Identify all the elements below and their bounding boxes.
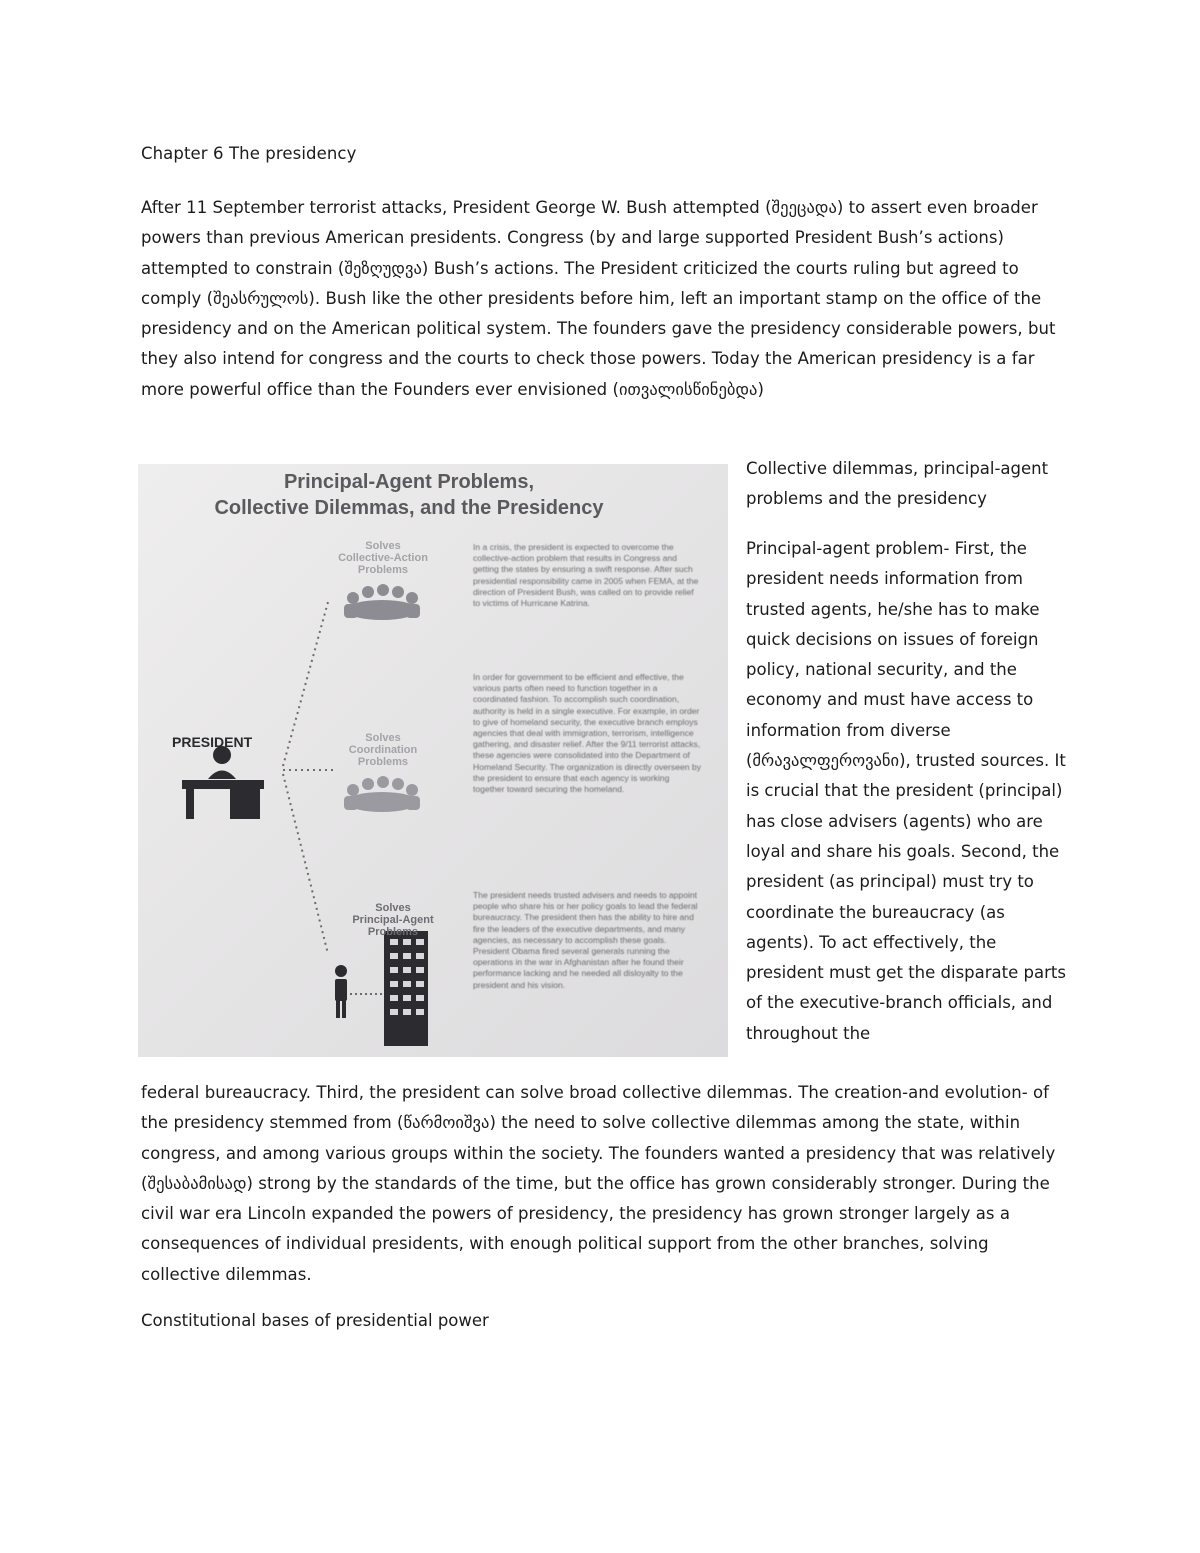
stage-3-label: Solves Principal-Agent Problems: [352, 902, 434, 938]
principal-agent-figure: [138, 464, 728, 1057]
president-label: PRESIDENT: [172, 734, 253, 750]
side-body: Principal-agent problem- First, the president needs information from trusted agents, he/she has to make quick decisions on issues of foreign policy, national security, and the economy and must have access to information from diverse (მრავალფეროვანი), trusted sources. It is crucial that the president (principal) has close advisers (agents) who are loyal and share his goals. Second, the president (as principal) must try to coordinate the bureaucracy (as agents). To act effectively, the president must get the disparate parts of the executive-branch officials, and throughout the: [746, 539, 1066, 1043]
stage-2-description: In order for government to be efficient and effective, the various parts often need to function together in a coordinated fashion. To accomplish such coordination, authority is held in a single executive. For example, in order to give of homeland security, the executive branch employs agencies that deal with immigration, terrorism, intelligence gathering, and disaster relief. After the 9/11 terrorist attacks, these agencies were consolidated into the Department of Homeland Security. The organization is directly overseen by the president to ensure that each agency is working together toward securing the homeland.: [473, 672, 702, 795]
agent-building-icon: [335, 931, 428, 1046]
figure-title-line-1: Principal-Agent Problems,: [283, 471, 535, 493]
stage-1-label: Solves Collective-Action Problems: [338, 540, 428, 576]
stage-3-description: The president needs trusted advisers and needs to appoint people who share his or her policy goals to lead the federal bureaucracy. The president then has the ability to hire and fire the leaders of the executive departments, and many agencies, as necessary to accomplish these goals. President Obama fired several generals running the operations in the war in Afghanistan after he found their performance lacking and he needed all disloyalty to the president and his vision.: [473, 890, 698, 990]
crowd-icon-top: [344, 584, 420, 620]
crowd-icon-middle: [344, 776, 420, 812]
closing-heading: Constitutional bases of presidential power: [141, 1311, 489, 1330]
side-heading: Collective dilemmas, principal-agent problems and the presidency: [746, 459, 1049, 509]
chapter-heading: Chapter 6 The presidency: [141, 144, 357, 163]
figure-title-line-2: Collective Dilemmas, and the Presidency: [214, 497, 604, 519]
president-desk-icon: [182, 746, 264, 819]
continuation-paragraph: federal bureaucracy. Third, the president can solve broad collective dilemmas. The creation-and evolution- of the presidency stemmed from (წარმოიშვა) the need to solve collective dilemmas among the state, within congress, and among various groups within the society. The founders wanted a presidency that was relatively (შესაბამისად) strong by the standards of the time, but the office has grown considerably stronger. During the civil war era Lincoln expanded the powers of presidency, the presidency has grown stronger largely as a consequences of individual presidents, with enough political support from the other branches, solving collective dilemmas.: [141, 1083, 1056, 1284]
stage-2-label: Solves Coordination Problems: [348, 732, 418, 768]
stage-1-description: In a crisis, the president is expected to overcome the collective-action problem that results in Congress and getting the states by ensuring a swift response. After such presidential responsibility came in 2005 when FEMA, at the direction of President Bush, was called on to provide relief to victims of Hurricane Katrina.: [473, 542, 699, 609]
intro-paragraph: After 11 September terrorist attacks, President George W. Bush attempted (შეეცადა) to assert even broader powers than previous American presidents. Congress (by and large supported President Bush’s actions) attempted to constrain (შეზღუდვა) Bush’s actions. The President criticized the courts ruling but agreed to comply (შეასრულოს). Bush like the other presidents before him, left an important stamp on the office of the presidency and on the American political system. The founders gave the presidency considerable powers, but they also intend for congress and the courts to check those powers. Today the American presidency is a far more powerful office than the Founders ever envisioned (ითვალისწინებდა): [141, 198, 1056, 399]
